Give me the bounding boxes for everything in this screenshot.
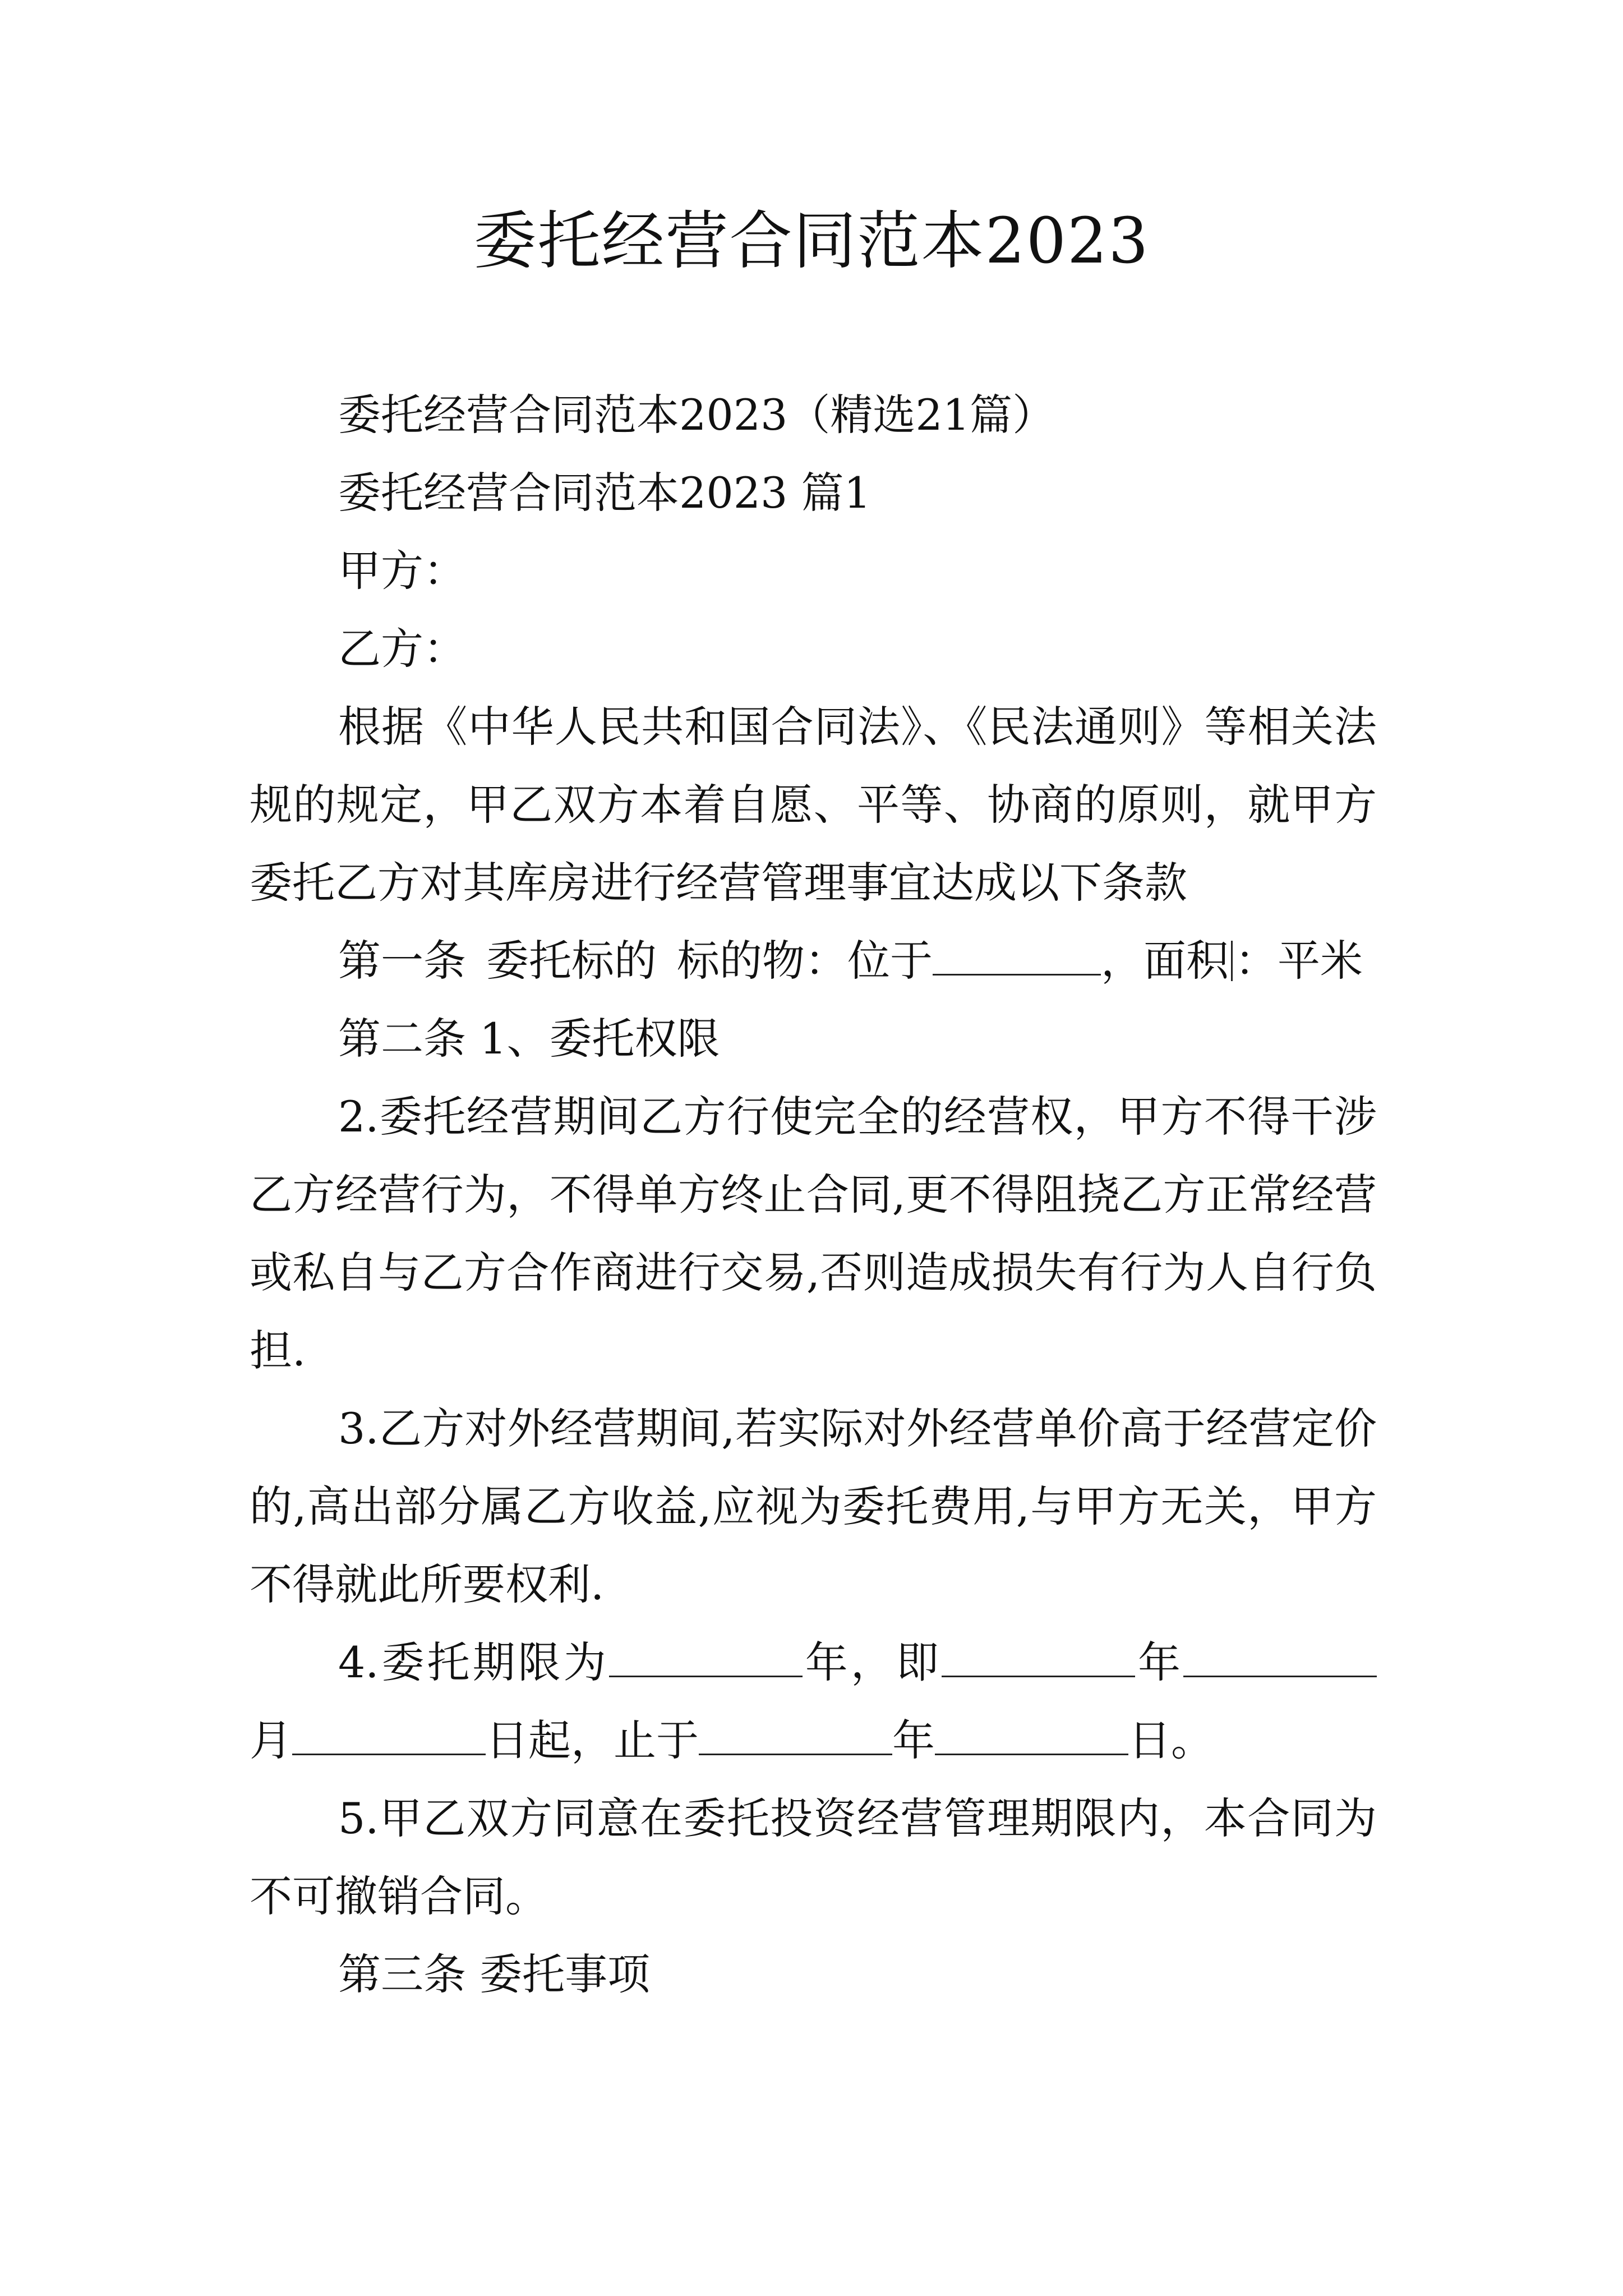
start-day-blank	[292, 1718, 486, 1755]
article-2-heading: 第二条 1、委托权限	[338, 1014, 720, 1064]
clause-2: 2.委托经营期间乙方行使完全的经营权，甲方不得干涉乙方经营行为，不得单方终止合同,更不得阻挠乙方正常经营或私自与乙方合作商进行交易,否则造成损失有行为人自行负担.	[250, 1092, 1377, 1375]
article-1-text-a: 标的物：位于	[677, 936, 933, 986]
document-body	[250, 376, 1377, 2013]
clause-5: 5.甲乙双方同意在委托投资经营管理期限内，本合同为不可撤销合同。	[250, 1793, 1377, 1921]
clause-4-text-1: 4.委托期限为	[338, 1637, 609, 1687]
document-subtitle: 委托经营合同范本2023（精选21篇）	[338, 390, 1055, 440]
clause-4-text-7: 日。	[1128, 1715, 1214, 1765]
article-1-heading: 委托标的	[486, 936, 657, 986]
clause-4	[250, 1623, 1377, 1779]
start-month-blank	[1183, 1640, 1377, 1677]
clause-4-text-2: 年，即	[802, 1637, 942, 1687]
start-year-blank	[942, 1640, 1135, 1677]
clause-3: 3.乙方对外经营期间,若实际对外经营单价高于经营定价的,高出部分属乙方收益,应视为委托费用,与甲方无关，甲方不得就此所要权利.	[250, 1404, 1377, 1609]
preamble-paragraph: 根据《中华人民共和国合同法》、《民法通则》等相关法规的规定，甲乙双方本着自愿、平等、协商的原则，就甲方委托乙方对其库房进行经营管理事宜达成以下条款	[250, 702, 1377, 908]
term-years-blank	[609, 1640, 803, 1677]
article-1-text-b: ，面积	[1101, 936, 1229, 986]
section-heading: 委托经营合同范本2023 篇1	[338, 468, 871, 518]
article-1-label: 第一条	[338, 936, 466, 986]
article-3-heading: 第三条 委托事项	[338, 1949, 651, 1999]
article-1	[250, 922, 1377, 1000]
end-day-blank	[935, 1718, 1128, 1755]
clause-4-text-5: 日起，止于	[486, 1715, 699, 1765]
clause-4-text-3: 年	[1135, 1637, 1184, 1687]
clause-4-text-6: 年	[892, 1715, 935, 1765]
end-year-blank	[699, 1718, 892, 1755]
party-a-label: 甲方：	[338, 546, 466, 596]
text-cursor	[1231, 941, 1233, 981]
location-blank	[933, 938, 1101, 976]
clause-4-text-4: 月	[250, 1715, 292, 1765]
article-1-text-c: ：平米	[1235, 936, 1363, 986]
document-title: 委托经营合同范本2023	[473, 205, 1150, 278]
party-b-label: 乙方：	[338, 624, 466, 674]
